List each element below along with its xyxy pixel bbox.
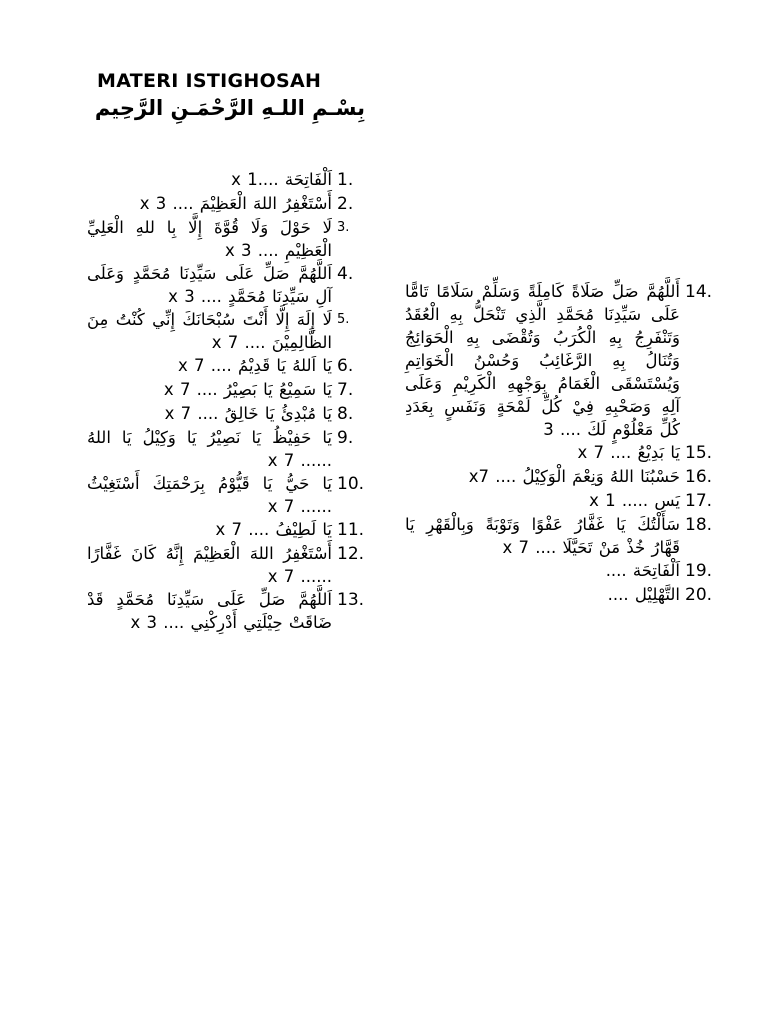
item-number: 9. (337, 428, 354, 448)
item-number: 20. (685, 585, 713, 605)
item-number: 18. (685, 515, 713, 535)
list-item (87, 472, 382, 518)
item-number: 1. (337, 170, 354, 190)
item-text: يَا بَدِيْعُ .... 7 x (577, 443, 680, 462)
item-number: 10. (337, 474, 365, 494)
item-text: يَا لَطِيْفُ .... 7 x (215, 520, 332, 539)
list-item (87, 168, 382, 192)
item-number: 14. (685, 282, 713, 302)
item-text: اَلْفَاتِحَة ....1 x (231, 170, 332, 189)
item-text: يَا مُبْدِئُ يَا خَالِقُ .... 7 x (164, 404, 332, 423)
item-text: يَا حَفِيْظُ يَا نَصِيْرُ يَا وَكِيْلُ يَا اللهُ ...... 7 x (87, 428, 332, 470)
item-number: 8. (337, 404, 354, 424)
item-text: اَلْفَاتِحَة .... (605, 561, 680, 580)
item-number: 2. (337, 194, 354, 214)
item-text: أَللَّهُمَّ صَلِّ صَلَاةً كَامِلَةً وَسَلِّمْ سَلَامًا تَامًّا عَلَى سَيِّدِنَا مُحَمَّدِ الَّذِي تَنْحَلُّ بِهِ الْعُقَدُ وَتَنْفَرِجُ بِهِ الْكُرَبُ وَتُقْضَى بِهِ الْحَوَائِجُ وَتُنَالُ بِهِ الرَّغَائِبُ وَحُسْنُ الْخَوَاتِمِ وَيُسْتَسْقَى الْغَمَامُ بِوَجْهِهِ الْكَرِيْمِ وَعَلَى آلِهِ وَصَحْبِهِ فِيْ كُلِّ لَمْحَةٍ وَنَفَسٍ بِعَدَدِ كُلِّ مَعْلُوْمٍ لَكَ .... 3 (405, 282, 680, 439)
list-item (87, 216, 382, 262)
item-number: 17. (685, 491, 713, 511)
list-item (405, 465, 730, 489)
item-text: اَللَّهُمَّ صَلِّ عَلَى سَيِّدِنَا مُحَمَّدٍ وَعَلَى آلِ سَيِّدِنَا مُحَمَّدٍ .... 3 x (87, 264, 332, 306)
item-number: 7. (337, 380, 354, 400)
list-item (87, 518, 382, 542)
item-text: يَا اَللهُ يَا قَدِيْمُ .... 7 x (177, 356, 332, 375)
item-text: لَا حَوْلَ وَلَا قُوَّةَ إِلَّا بِا للهِ الْعَلِيِّ الْعَظِيْمِ .... 3 x (87, 218, 332, 260)
list-item (87, 308, 382, 354)
item-number: 19. (685, 561, 713, 581)
left-column (87, 168, 382, 634)
page-title: MATERI ISTIGHOSAH (97, 70, 322, 92)
item-text: سَأَلْتُكَ يَا غَفَّارُ عَفْوًا وَتَوْبَةً وَبِالْقَهْرِ يَا قَهَّارُ خُذْ مَنْ تَحَيَّلَا .... 7 x (405, 515, 680, 557)
list-item (405, 280, 730, 441)
item-number: 16. (685, 467, 713, 487)
item-number: 12. (337, 544, 365, 564)
item-text: حَسْبُنَا اللهُ وَنِعْمَ الْوَكِيْلُ .... x7 (468, 467, 680, 486)
list-item (405, 441, 730, 465)
list-item (87, 354, 382, 378)
item-number: 4. (337, 264, 354, 284)
item-number: 11. (337, 520, 365, 540)
item-number: 5. (337, 312, 350, 327)
item-text: أَسْتَغْفِرُ اللهَ الْعَظِيْمَ .... 3 x (139, 194, 332, 213)
item-text: يَس ..... 1 x (589, 491, 680, 510)
item-text: التَّهْلِيْل .... (607, 585, 680, 604)
item-number: 13. (337, 590, 365, 610)
item-number: 15. (685, 443, 713, 463)
item-text: اَللَّهُمَّ صَلِّ عَلَى سَيِّدِنَا مُحَمَّدٍ قَدْ ضَاقَتْ حِيْلَتِي أَدْرِكْنِي .... 3 x (87, 590, 332, 632)
basmalah-heading: بِسْـمِ اللـهِ الرَّحْمَـنِ الرَّحِيم (94, 96, 365, 120)
list-item (87, 402, 382, 426)
list-item (405, 559, 730, 583)
list-item (405, 489, 730, 513)
right-column (405, 168, 730, 607)
item-text: يَا حَيُّ يَا قَيُّوْمُ بِرَحْمَتِكَ أَسْتَغِيْثُ ...... 7 x (87, 474, 332, 516)
list-item (87, 262, 382, 308)
list-item (87, 192, 382, 216)
list-item (405, 513, 730, 559)
item-number: 3. (337, 220, 350, 235)
list-item (87, 426, 382, 472)
item-number: 6. (337, 356, 354, 376)
list-item (405, 583, 730, 607)
list-item (87, 542, 382, 588)
item-text: يَا سَمِيْعُ يَا بَصِيْرُ .... 7 x (163, 380, 332, 399)
item-text: أَسْتَغْفِرُ اللهَ الْعَظِيْمَ إِنَّهُ كَانَ غَفَّارًا ...... 7 x (87, 544, 332, 586)
list-item (87, 588, 382, 634)
item-text: لَا إِلَهَ إِلَّا أَنْتَ سُبْحَانَكَ إِنِّي كُنْتُ مِنَ الظَّالِمِيْنَ .... 7 x (87, 310, 332, 352)
list-item (87, 378, 382, 402)
